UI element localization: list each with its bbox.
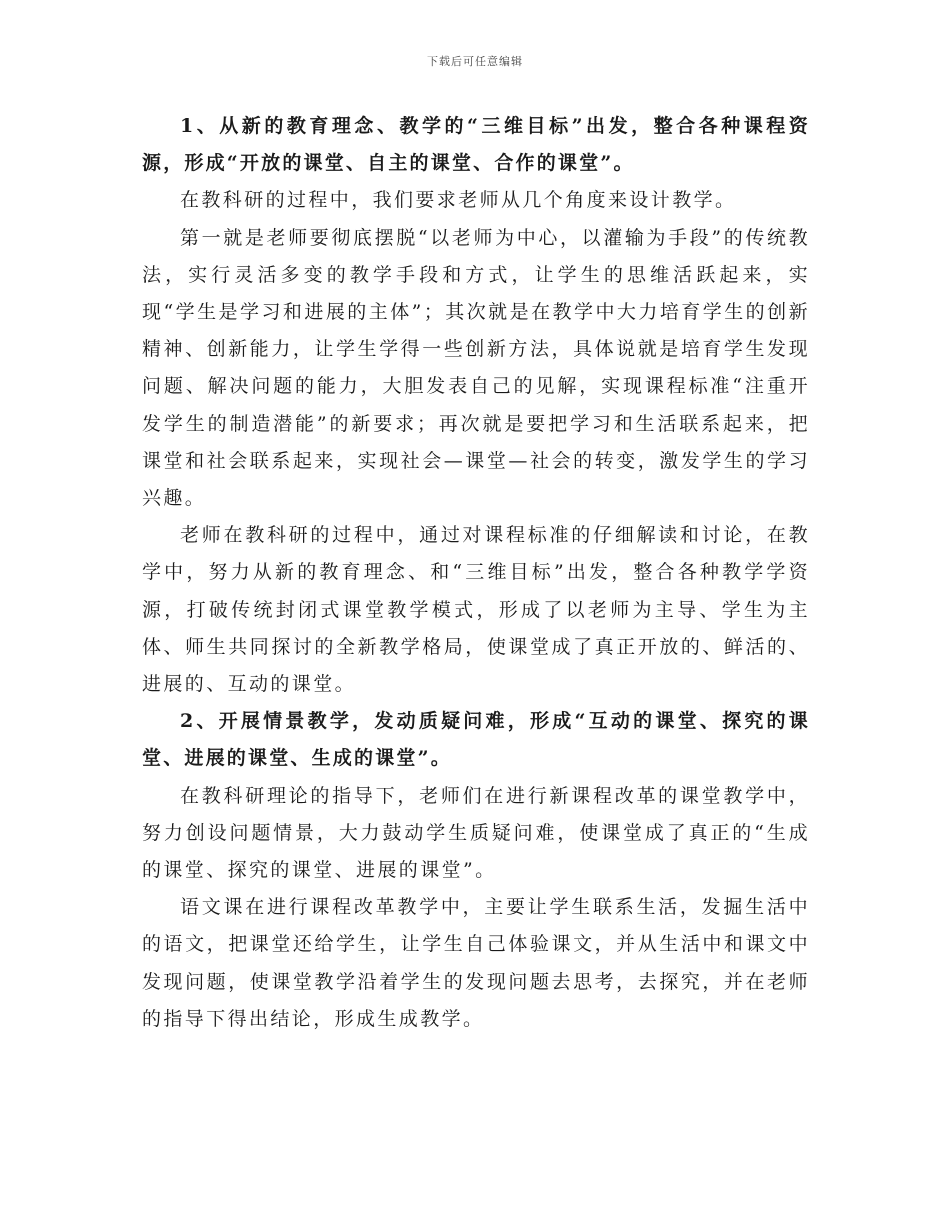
paragraph-1: 在教科研的过程中，我们要求老师从几个角度来设计教学。 <box>180 189 737 212</box>
paragraph-4: 在教科研理论的指导下，老师们在进行新课程改革的课堂教学中，努力创设问题情景，大力鼓动学生质疑问难，使课堂成了真正的“生成的课堂、探究的课堂、进展的课堂”。 <box>142 784 810 882</box>
page-header-note: 下载后可任意编辑 <box>427 55 523 68</box>
paragraph-5: 语文课在进行课程改革教学中，主要让学生联系生活，发掘生活中的语文，把课堂还给学生，让学生自己体验课文，并从生活中和课文中发现问题，使课堂教学沿着学生的发现问题去思考，去探究，并在老师的指导下得出结论，形成生成教学。 <box>142 896 810 1030</box>
section-heading-2: 2、开展情景教学，发动质疑问难，形成“互动的课堂、探究的课堂、进展的课堂、生成的课堂”。 <box>142 710 810 770</box>
document-body <box>142 108 810 1038</box>
paragraph-2: 第一就是老师要彻底摆脱“以老师为中心，以灌输为手段”的传统教法，实行灵活多变的教学手段和方式，让学生的思维活跃起来，实现“学生是学习和进展的主体”；其次就是在教学中大力培育学生的创新精神、创新能力，让学生学得一些创新方法，具体说就是培育学生发现问题、解决问题的能力，大胆发表自己的见解，实现课程标准“注重开发学生的制造潜能”的新要求；再次就是要把学习和生活联系起来，把课堂和社会联系起来，实现社会—课堂—社会的转变，激发学生的学习兴趣。 <box>142 226 810 510</box>
section-heading-1: 1、从新的教育理念、教学的“三维目标”出发，整合各种课程资源，形成“开放的课堂、自主的课堂、合作的课堂”。 <box>142 115 810 175</box>
paragraph-3: 老师在教科研的过程中，通过对课程标准的仔细解读和讨论，在教学中，努力从新的教育理念、和“三维目标”出发，整合各种教学学资源，打破传统封闭式课堂教学模式，形成了以老师为主导、学生为主体、师生共同探讨的全新教学格局，使课堂成了真正开放的、鲜活的、进展的、互动的课堂。 <box>142 524 810 696</box>
